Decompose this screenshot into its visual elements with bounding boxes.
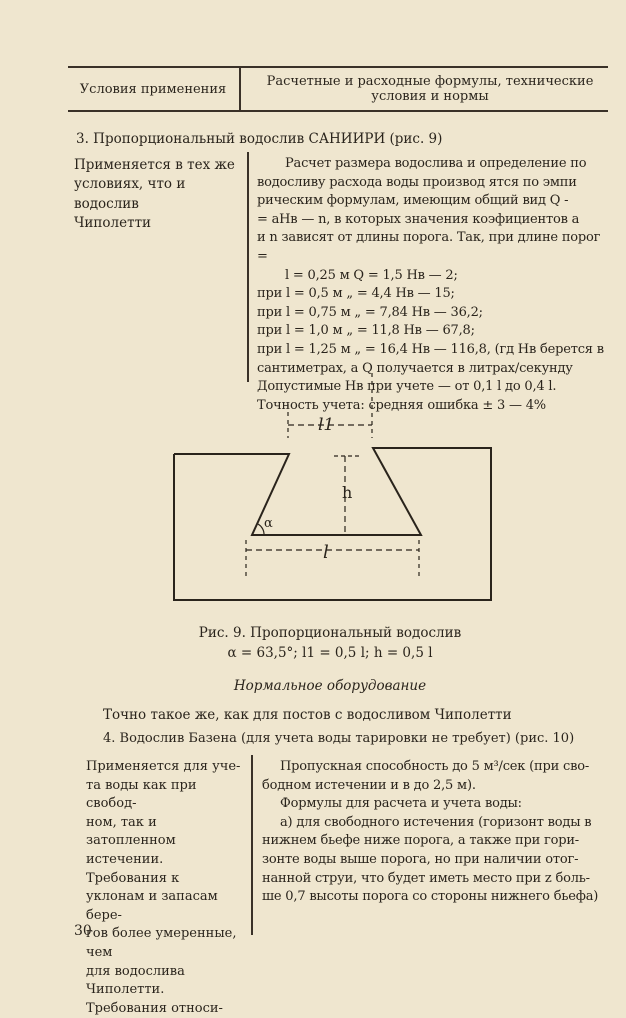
section3-right-line: рическим формулам, имеющим общий вид Q - — [257, 193, 569, 209]
figure-caption-line2: α = 63,5°; l1 = 0,5 l; h = 0,5 l — [227, 645, 433, 661]
section4-left-line: гов более умеренные, чем — [86, 926, 237, 960]
header-top-rule — [68, 66, 608, 68]
section4-title: 4. Водослив Базена (для учета воды тарировки не требует) (рис. 10) — [103, 731, 575, 746]
equipment-text: Точно такое же, как для постов с водосливом Чиполетти — [103, 707, 512, 723]
section4-right-line: Формулы для расчета и учета воды: — [280, 796, 522, 812]
section4-left-line: уклонам и запасам бере- — [86, 889, 218, 923]
section4-left-line: Требования относи- — [86, 1000, 223, 1016]
section3-right-line: Точность учета: средняя ошибка ± 3 — 4% — [257, 397, 546, 413]
section3-column-divider — [247, 152, 249, 382]
figure-label-l1: l1 — [318, 415, 335, 435]
section3-left-text — [74, 156, 244, 234]
section3-left-line: Чиполетти — [74, 215, 152, 232]
section3-right-line: при l = 0,5 м „ = 4,4 Hв — 15; — [257, 286, 455, 302]
header-bottom-rule — [68, 110, 608, 112]
section3-right-line: Расчет размера водослива и определение по — [285, 156, 587, 171]
section4-left-line: истечении. Требования к — [86, 851, 180, 886]
section3-title: 3. Пропорциональный водослив САНИИРИ (рис. 9) — [76, 131, 443, 147]
equipment-heading: Нормальное оборудование — [233, 678, 427, 694]
section3-right-line: водосливу расхода воды производ ятся по эмпи — [257, 174, 577, 190]
section4-right-text — [262, 758, 612, 907]
section3-right-line: Допустимые Hв при учете — от 0,1 l до 0,4 l. — [257, 379, 557, 395]
figure-label-l: l — [323, 542, 329, 563]
header-col1: Условия применения — [79, 82, 227, 97]
figure-caption-line1: Рис. 9. Пропорциональный водослив — [198, 625, 462, 641]
weir-outline — [174, 448, 491, 600]
section4-right-line: ше 0,7 высоты порога со стороны нижнего бьефа) — [262, 889, 599, 905]
section4-left-text — [86, 758, 246, 1018]
section4-right-line: бодном истечении и в до 2,5 м). — [262, 777, 476, 793]
section3-right-line: сантиметрах, а Q получается в литрах/секунду — [257, 360, 573, 376]
page-number: 30 — [74, 923, 92, 939]
weir-diagram — [160, 368, 500, 618]
section4-left-line: для водослива Чиполетти. — [86, 963, 185, 998]
section4-left-line: Применяется для уче- — [86, 759, 241, 774]
section4-right-line: зонте воды выше порога, но при наличии отог- — [262, 851, 579, 867]
section3-right-line: при l = 0,75 м „ = 7,84 Hв — 36,2; — [257, 304, 483, 320]
section3-right-line: при l = 1,25 м „ = 16,4 Hв — 116,8, (гд Hв берется в — [257, 341, 604, 357]
header-col2-line2: условия и нормы — [371, 89, 489, 104]
section3-left-line: условиях, что и водослив — [74, 176, 186, 212]
header-divider — [239, 68, 241, 110]
section3-right-line: l = 0,25 м Q = 1,5 Hв — 2; — [285, 267, 458, 283]
section3-right-line: = aHв — n, в которых значения коэфициентов a — [257, 211, 580, 227]
section4-right-line: Пропускная способность до 5 м³/сек (при сво- — [280, 759, 590, 774]
section3-left-line: Применяется в тех же — [74, 157, 235, 173]
section4-left-line: та воды как при свобод- — [86, 777, 197, 812]
section4-right-line: нанной струи, что будет иметь место при z боль- — [262, 870, 590, 886]
section3-right-line: и n зависят от длины порога. Так, при длине порог = — [257, 230, 601, 264]
section4-left-line: ном, так и затопленном — [86, 814, 176, 849]
section4-column-divider — [251, 755, 253, 935]
header-col2-line1: Расчетные и расходные формулы, технические — [266, 74, 594, 89]
figure-label-h: h — [342, 483, 353, 502]
section3-right-line: при l = 1,0 м „ = 11,8 Hв — 67,8; — [257, 323, 475, 339]
section4-right-line: нижнем бьефе ниже порога, а также при гори- — [262, 833, 580, 849]
figure-label-alpha: α — [264, 516, 273, 531]
section4-right-line: а) для свободного истечения (горизонт воды в — [280, 814, 592, 830]
